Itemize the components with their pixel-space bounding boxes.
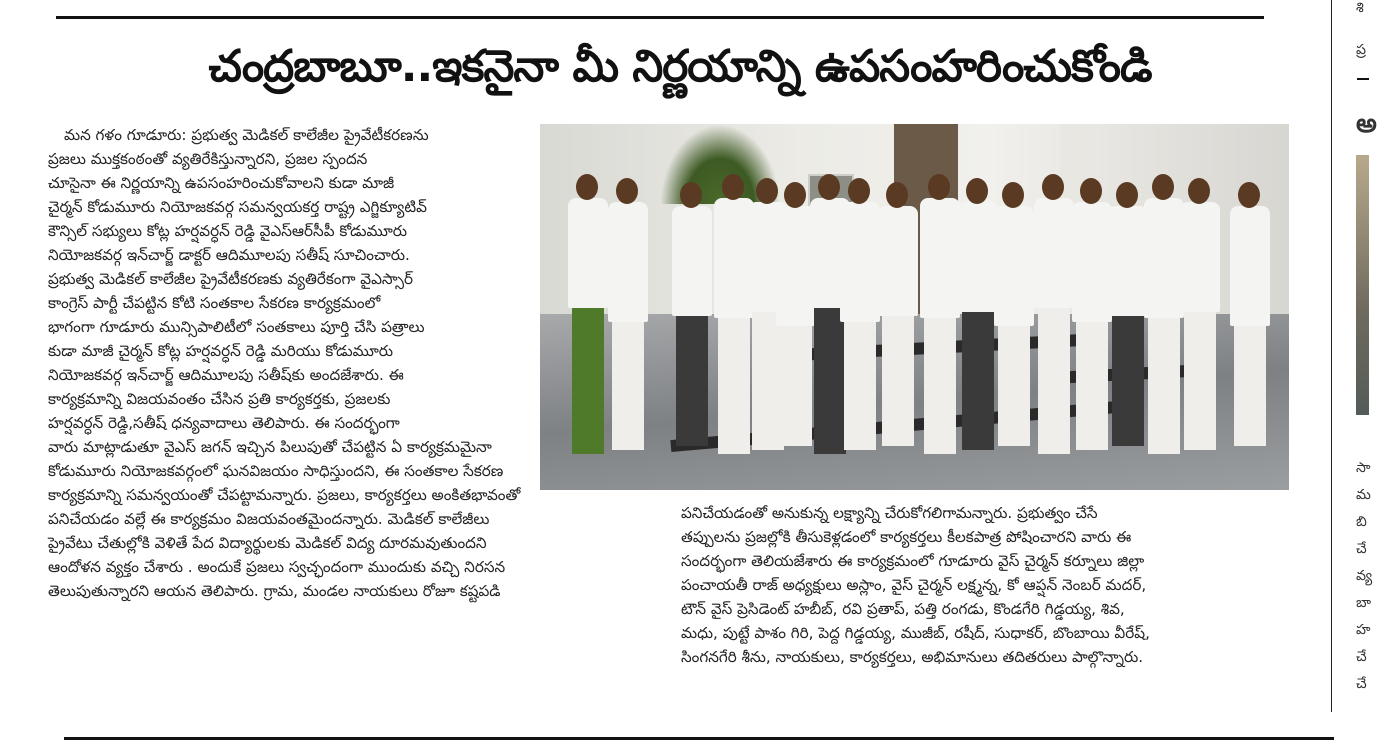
text-line: ప్రైవేటు చేతుల్లోకి వెళితే పేద విద్యార్థులకు మెడికల్ విద్య దూరమవుతుందని bbox=[48, 534, 487, 552]
bottom-rule bbox=[64, 737, 1334, 740]
text-line: తెలుపుతున్నారని ఆయన తెలిపారు. గ్రామ, మండల నాయకులు రోజూ కష్టపడి bbox=[48, 582, 501, 600]
margin-fragment: బా bbox=[1356, 595, 1372, 611]
text-line: తప్పులను ప్రజల్లోకి తీసుకెళ్లడంలో కార్యకర్తలు కీలకపాత్ర పోషించారని వారు ఈ bbox=[681, 528, 1132, 546]
text-line: చూసైనా ఈ నిర్ణయాన్ని ఉపసంహరించుకోవాలని కుడా మాజీ bbox=[48, 174, 395, 192]
text-line: ఆందోళన వ్యక్తం చేశారు . అందుకే ప్రజలు స్వచ్ఛందంగా ముందుకు వచ్చి నిరసన bbox=[48, 558, 506, 576]
margin-fragment: సా bbox=[1356, 460, 1371, 476]
margin-photo bbox=[1356, 155, 1369, 415]
text-line: కోడుమూరు నియోజకవర్గంలో ఘనవిజయం సాధిస్తుందని, ఈ సంతకాల సేకరణ bbox=[48, 462, 504, 480]
text-line: టౌన్ వైస్ ప్రెసిడెంట్ హబీబ్, రవి ప్రతాప్, పత్తి రంగడు, కొండగేరి గిడ్డయ్య, శివ, bbox=[681, 600, 1125, 618]
column-divider bbox=[1331, 0, 1332, 712]
text-line: కుడా మాజీ చైర్మన్ కోట్ల హర్షవర్ధన్ రెడ్డి మరియు కోడుమూరు bbox=[48, 342, 394, 360]
text-line: పంచాయతీ రాజ్ అధ్యక్షులు అస్లాం, వైస్ చైర్మన్ లక్ష్మన్న, కో ఆప్షన్ నెంబర్ మదర్, bbox=[681, 576, 1147, 594]
article-column-right bbox=[681, 501, 1288, 669]
text-line: నియోజకవర్గ ఇన్‌చార్జ్ ఆదిమూలపు సతీష్‌కు అందజేశారు. ఈ bbox=[48, 366, 404, 384]
margin-fragment: చే bbox=[1356, 541, 1367, 557]
text-line: పనిచేయడంతో అనుకున్న లక్ష్యాన్ని చేరుకోగలిగామన్నారు. ప్రభుత్వం చేసే bbox=[681, 504, 1098, 522]
margin-rule bbox=[1357, 78, 1369, 80]
text-line: సింగనగేరి శీను, నాయకులు, కార్యకర్తలు, అభిమానులు తదితరులు పాల్గొన్నారు. bbox=[681, 648, 1144, 666]
headline: చంద్రబాబూ..ఇకనైనా మీ నిర్ణయాన్ని ఉపసంహరించుకోండి bbox=[208, 41, 1152, 92]
margin-fragment: బి bbox=[1356, 514, 1367, 530]
text-line: సందర్భంగా తెలియజేశారు ఈ కార్యక్రమంలో గూడూరు వైస్ చైర్మన్ కర్నూలు జిల్లా bbox=[681, 552, 1145, 570]
text-line: ప్రభుత్వ మెడికల్ కాలేజీల ప్రైవేటీకరణకు వ్యతిరేకంగా వైఎస్సార్ bbox=[48, 270, 414, 288]
text-line: హర్షవర్ధన్ రెడ్డి,సతీష్ ధన్యవాదాలు తెలిపారు. ఈ సందర్భంగా bbox=[48, 414, 400, 432]
text-line: వారు మాట్లాడుతూ వైఎస్ జగన్ ఇచ్చిన పిలుపుతో చేపట్టిన ఏ కార్యక్రమమైనా bbox=[48, 438, 492, 456]
group-photo bbox=[540, 124, 1289, 490]
text-line: కార్యక్రమాన్ని సమన్వయంతో చేపట్టామన్నారు. ప్రజలు, కార్యకర్తలు అంకితభావంతో bbox=[48, 486, 521, 504]
text-line: కార్యక్రమాన్ని విజయవంతం చేసిన ప్రతి కార్యకర్తకు, ప్రజలకు bbox=[48, 390, 391, 408]
margin-fragment: చే bbox=[1356, 676, 1367, 692]
text-line: మన గళం గూడూరు: ప్రభుత్వ మెడికల్ కాలేజీల ప్రైవేటీకరణను bbox=[64, 126, 429, 144]
margin-fragment: చే bbox=[1356, 649, 1367, 665]
top-rule bbox=[56, 16, 1264, 19]
margin-fragment: ప్ర bbox=[1356, 42, 1366, 58]
text-line: మధు, పుట్టే పాశం గిరి, పెద్ద గిడ్డయ్య, ముజీబ్, రషీద్, సుధాకర్, బొంబాయి వీరేష్, bbox=[681, 624, 1150, 642]
text-line: కాంగ్రెస్ పార్టీ చేపట్టిన కోటి సంతకాల సేకరణ కార్యక్రమంలో bbox=[48, 294, 381, 312]
margin-fragment: మ bbox=[1356, 487, 1371, 503]
text-line: పనిచేయడం వల్లే ఈ కార్యక్రమం విజయవంతమైందన్నారు. మెడికల్ కాలేజీలు bbox=[48, 510, 490, 528]
text-line: నియోజకవర్గ ఇన్‌చార్జ్ డాక్టర్ ఆదిమూలపు సతీష్ సూచించారు. bbox=[48, 246, 410, 264]
margin-fragment: హ bbox=[1356, 622, 1371, 638]
text-line: చైర్మన్ కోడుమూరు నియోజకవర్గ సమన్వయకర్త రాష్ట్ర ఎగ్జిక్యూటివ్ bbox=[48, 198, 427, 216]
margin-fragment: వ్య bbox=[1356, 568, 1373, 584]
text-line: ప్రజలు ముక్తకంఠంతో వ్యతిరేకిస్తున్నారని, ప్రజల స్పందన bbox=[48, 150, 368, 168]
margin-big-letter: అ bbox=[1356, 109, 1377, 139]
margin-fragment: శి bbox=[1356, 0, 1364, 16]
text-line: కౌన్సిల్ సభ్యులు కోట్ల హర్షవర్ధన్ రెడ్డి వైఎస్ఆర్‌సీపీ కోడుమూరు bbox=[48, 222, 408, 240]
text-line: భాగంగా గూడూరు మున్సిపాలిటీలో సంతకాలు పూర్తి చేసి పత్రాలు bbox=[48, 318, 425, 336]
